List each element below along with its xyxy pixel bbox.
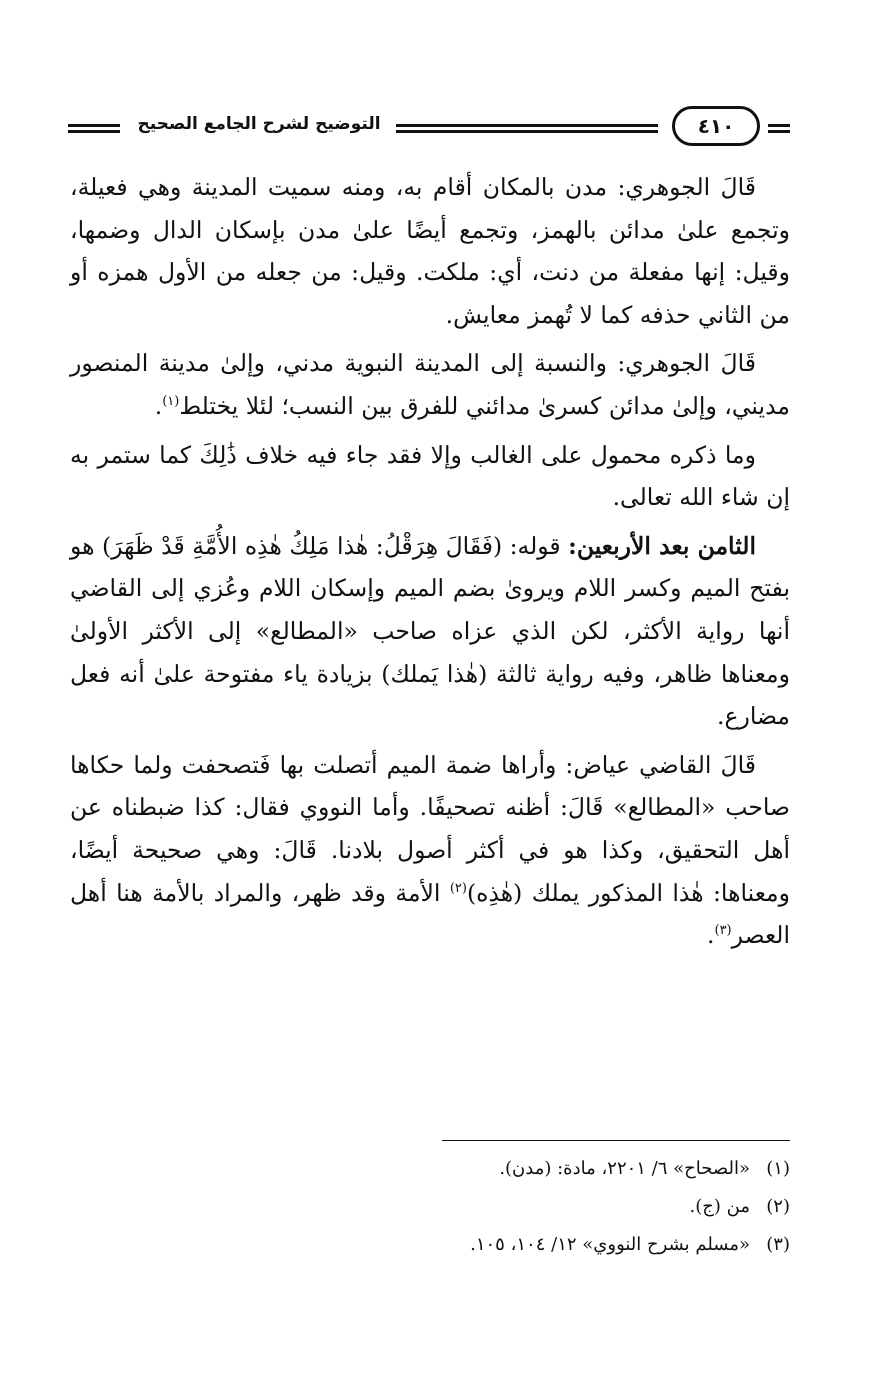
paragraph-5-text-2: الأمة وقد ظهر، والمراد بالأمة هنا أهل العصر <box>70 878 790 950</box>
footnote-number: (٢) <box>766 1196 790 1217</box>
footnote-3 <box>300 1226 790 1264</box>
page-number: ٤١٠ <box>672 106 760 146</box>
footnote-ref-1[interactable]: (١) <box>162 394 180 410</box>
paragraph-1: قَالَ الجوهري: مدن بالمكان أقام به، ومنه سميت المدينة وهي فعيلة، وتجمع علىٰ مدائن بالهمز، وتجمع أيضًا علىٰ مدن بإسكان الدال وضمها، وقيل: إنها مفعلة من دنت، أي: ملكت. وقيل: من جعله من الأول همزه أو من الثاني حذفه كما لا تُهمز معايش. <box>70 173 790 329</box>
paragraph-5-text-1: قَالَ القاضي عياض: وأراها ضمة الميم أتصلت بها فَتصحفت ولما حكاها صاحب «المطالع» قَالَ: أظنه تصحيفًا. وأما النووي فقال: كذا ضبطناه عن أهل التحقيق، وكذا هو في أكثر أصول بلادنا. قَالَ: وهي صحيحة أيضًا، ومعناها: هٰذا المذكور يملك (هٰذِه) <box>70 750 790 907</box>
footnote-ref-3[interactable]: (٣) <box>714 923 732 939</box>
running-title: التوضيح لشرح الجامع الصحيح <box>137 114 381 134</box>
footnote-number: (٣) <box>766 1234 790 1255</box>
footnote-2 <box>300 1188 790 1226</box>
section-heading-48: الثامن بعد الأربعين: <box>568 531 756 560</box>
footnote-number: (١) <box>766 1158 790 1179</box>
page-header <box>68 104 790 152</box>
header-rule-middle <box>396 124 658 133</box>
footnote-text: «الصحاح» ٦/ ٢٢٠١، مادة: (مدن). <box>499 1158 750 1179</box>
footnote-text: من (ج). <box>689 1196 750 1217</box>
header-rule-right <box>768 124 790 133</box>
paragraph-5 <box>70 744 790 957</box>
paragraph-2-text: قَالَ الجوهري: والنسبة إلى المدينة النبوية مدني، وإلىٰ مدينة المنصور مديني، وإلىٰ مدائن كسرىٰ مدائني للفرق بين النسب؛ لئلا يختلط <box>70 349 790 420</box>
footnote-text: «مسلم بشرح النووي» ١٢/ ١٠٤، ١٠٥. <box>470 1234 750 1255</box>
header-rule-left <box>68 124 120 133</box>
paragraph-5-end: . <box>707 921 715 950</box>
paragraph-4 <box>70 525 790 738</box>
paragraph-3: وما ذكره محمول على الغالب وإلا فقد جاء فيه خلاف ذَٰلِكَ كما ستمر به إن شاء الله تعالى. <box>70 440 790 512</box>
paragraph-2-end: . <box>154 391 163 420</box>
footnotes <box>300 1150 790 1264</box>
footnote-ref-2[interactable]: (٢) <box>449 880 467 896</box>
paragraph-4-text: قوله: (فَقَالَ هِرَقْلُ: هٰذا مَلِكُ هٰذِه الأُمَّةِ قَدْ ظَهَرَ) هو بفتح الميم وكسر اللام ويروىٰ بضم الميم وإسكان اللام وعُزي إلى القاضي أنها رواية الأكثر، لكن الذي عزاه صاحب «المطالع» إلى الأكثر الأولىٰ ومعناها ظاهر، وفيه رواية ثالثة (هٰذا يَملك) بزيادة ياء مفتوحة علىٰ أنه فعل مضارع. <box>70 531 791 731</box>
footnote-1 <box>300 1150 790 1188</box>
main-text <box>70 166 790 963</box>
footnote-divider <box>442 1140 790 1141</box>
paragraph-2 <box>70 342 790 427</box>
